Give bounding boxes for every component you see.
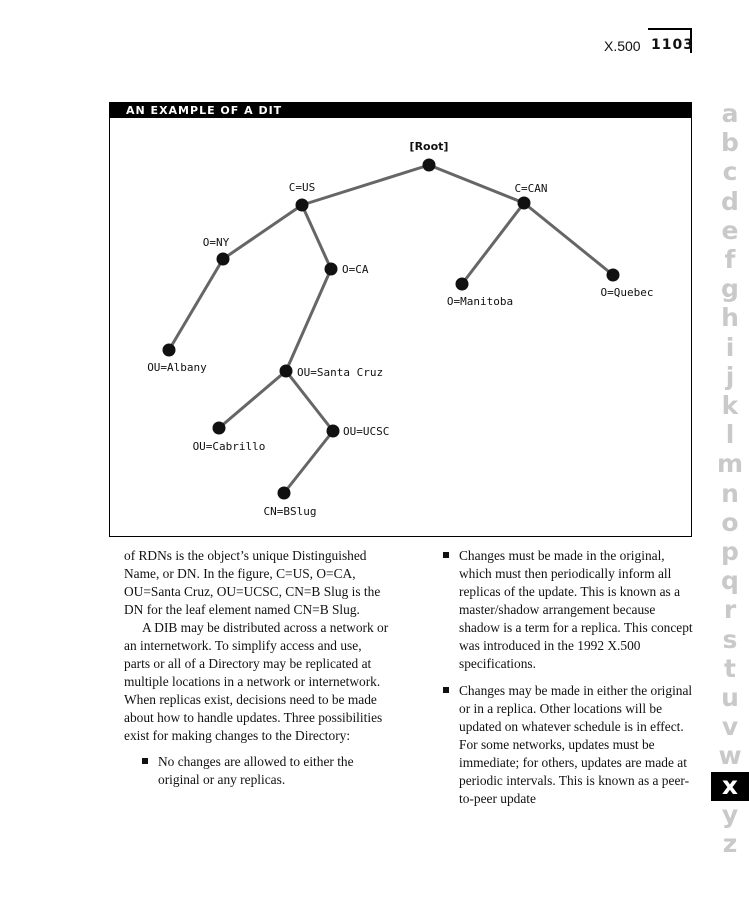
thumb-letter-b[interactable]: b: [721, 128, 739, 158]
thumb-letter-d[interactable]: d: [721, 186, 739, 216]
thumb-letter-c[interactable]: c: [722, 157, 738, 187]
dit-figure: [109, 102, 692, 537]
node-can: [518, 197, 531, 210]
bullet-item: [443, 682, 693, 808]
thumb-letter-q[interactable]: q: [721, 566, 739, 596]
node-label-santacruz: OU=Santa Cruz: [297, 366, 384, 379]
thumb-letter-a[interactable]: a: [721, 99, 739, 128]
thumb-letter-w[interactable]: w: [718, 741, 742, 771]
section-title: X.500: [604, 38, 641, 54]
thumb-letter-t[interactable]: t: [724, 653, 736, 683]
bullet-text: Changes may be made in either the original or in a replica. Other locations will be updated on whatever schedule is in effect. For some networks, updates must be immediate; for others, updates are made at periodic intervals. This is known as a peer-to-peer update: [459, 683, 693, 806]
thumb-letter-l[interactable]: l: [725, 420, 735, 450]
thumb-letter-g[interactable]: g: [721, 274, 739, 304]
edge-us-ca: [302, 205, 331, 269]
node-ca: [325, 263, 338, 276]
node-label-manitoba: O=Manitoba: [446, 295, 514, 308]
edge-us-ny: [223, 205, 302, 259]
thumb-letter-n[interactable]: n: [721, 478, 739, 508]
edge-can-quebec: [524, 203, 613, 275]
edge-ny-albany: [169, 259, 223, 350]
thumb-letter-m[interactable]: m: [716, 449, 744, 479]
thumb-letter-p[interactable]: p: [721, 537, 739, 566]
node-label-can: C=CAN: [514, 182, 548, 195]
edge-can-manitoba: [462, 203, 524, 284]
node-label-cabrillo: OU=Cabrillo: [192, 440, 266, 453]
bullet-item: [443, 547, 693, 673]
node-ucsc: [327, 425, 340, 438]
figure-title: AN EXAMPLE OF A DIT: [110, 103, 691, 118]
thumb-letter-y[interactable]: y: [721, 799, 739, 829]
bullet-icon: [142, 758, 148, 764]
thumb-letter-x[interactable]: x: [711, 772, 749, 801]
node-label-ca: O=CA: [342, 263, 369, 276]
bullet-icon: [443, 552, 449, 558]
left-column: [124, 547, 390, 789]
bullet-text: No changes are allowed to either the original or any replicas.: [158, 754, 354, 787]
thumb-letter-s[interactable]: s: [722, 624, 738, 654]
thumb-letter-e[interactable]: e: [721, 215, 739, 245]
thumb-letter-o[interactable]: o: [721, 507, 739, 537]
thumb-letter-j[interactable]: j: [725, 361, 735, 391]
edge-santacruz-cabrillo: [219, 371, 286, 428]
thumb-letter-f[interactable]: f: [724, 245, 736, 274]
node-label-quebec: O=Quebec: [600, 286, 654, 299]
right-column: [443, 547, 693, 817]
node-us: [296, 199, 309, 212]
node-label-albany: OU=Albany: [147, 361, 207, 374]
edge-ca-santacruz: [286, 269, 331, 371]
bullet-icon: [443, 687, 449, 693]
edge-root-us: [302, 165, 429, 205]
edge-santacruz-ucsc: [286, 371, 333, 431]
node-ny: [217, 253, 230, 266]
edge-root-can: [429, 165, 524, 203]
paragraph-dib: A DIB may be distributed across a network or an internetwork. To simplify access and use, parts or all of a Directory may be replicated at multiple locations in a network or internetwork. When replicas exist, decisions need to be made about how to handle updates. Three possibilities exist for making changes to the Directory:: [124, 620, 389, 743]
thumb-letter-k[interactable]: k: [721, 391, 739, 420]
node-manitoba: [456, 278, 469, 291]
node-label-bslug: CN=BSlug: [263, 505, 317, 518]
node-label-ucsc: OU=UCSC: [343, 425, 390, 438]
node-root: [423, 159, 436, 172]
node-cabrillo: [213, 422, 226, 435]
node-quebec: [607, 269, 620, 282]
paragraph-dn: of RDNs is the object’s unique Distinguished Name, or DN. In the figure, C=US, O=CA, OU=Santa Cruz, OU=UCSC, CN=B Slug is the DN for the leaf element named CN=B Slug.: [124, 548, 381, 617]
node-label-ny: O=NY: [202, 236, 230, 249]
thumb-letter-u[interactable]: u: [721, 683, 739, 712]
node-santacruz: [280, 365, 293, 378]
bullet-item: [142, 753, 390, 789]
page-number: 1103: [648, 28, 692, 53]
node-albany: [163, 344, 176, 357]
node-label-us: C=US: [288, 181, 316, 194]
dit-tree-diagram: [110, 103, 693, 538]
thumb-letter-r[interactable]: r: [723, 595, 737, 625]
node-bslug: [278, 487, 291, 500]
thumb-letter-i[interactable]: i: [725, 332, 735, 362]
thumb-letter-h[interactable]: h: [721, 303, 739, 333]
bullet-text: Changes must be made in the original, which must then periodically inform all replicas of the update. This is known as a master/shadow arrangement because shadow is a term for a replica. This concept was introduced in the 1992 X.500 specifications.: [459, 548, 693, 671]
thumb-letter-z[interactable]: z: [722, 829, 738, 858]
thumb-letter-v[interactable]: v: [721, 712, 739, 742]
edge-ucsc-bslug: [284, 431, 333, 493]
node-label-root: [Root]: [409, 140, 449, 153]
